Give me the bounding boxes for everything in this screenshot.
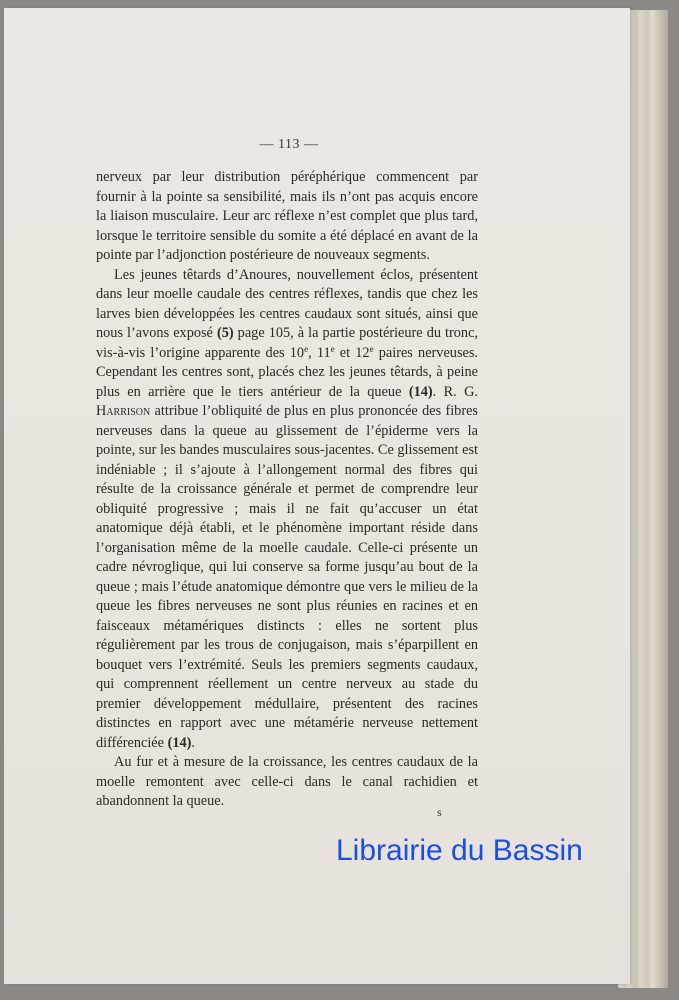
text-segment: attribue l’obliquité de plus en plus prononcée des fibres nerveuses dans la queue au glissement de l’épiderme vers la pointe, sur les bandes musculaires sous-jacentes. Ce glissement est indéniable ; il s’ajoute à l’allongement normal des fibres qui résulte de la croissance générale et permet de comprendre leur obliquité progressive ; mais il ne fait qu’accuser un état anatomique déjà établi, et le phénomène important réside dans l’organisation même de la moelle caudale. Celle-ci présente un cadre névroglique, qui lui conserve sa forme jusqu’au bout de la queue ; mais l’étude anatomique démontre que vers le milieu de la queue les fibres nerveuses ne sont plus réunies en racines et en faisceaux métamériques distincts : elles ne sortent plus régulièrement par les trous de conjugaison, mais s’éparpillent en bouquet vers l’extrémité. Seuls les premiers segments caudaux, qui comprennent réellement un centre nerveux au stade du premier développement médullaire, présentent des racines distinctes en rapport avec une métamérie nerveuse nettement différenciée — [96, 403, 478, 751]
text-segment: Au fur et à mesure de la croissance, les centres caudaux de la moelle remontent avec celle-ci dans le canal rachidien et abandonnent la queue. — [96, 754, 478, 809]
reference-number: (14) — [167, 734, 192, 751]
superscript: e — [369, 343, 374, 354]
paragraph — [96, 168, 478, 266]
text-segment: page 105, à la partie postérieure du tronc, vis-à-vis l’origine apparente des 10 — [96, 325, 478, 361]
text-segment: . — [191, 734, 195, 751]
reference-number: (14) — [408, 383, 433, 400]
paragraph — [96, 266, 478, 754]
text-segment: , 11 — [308, 344, 331, 361]
signature-mark: s — [437, 805, 442, 819]
paragraph — [96, 753, 478, 812]
reference-number: (5) — [216, 325, 234, 341]
text-segment: paires nerveuses. Cependant les centres sont, placés chez les jeunes têtards, à peine plus en arrière que le tiers antérieur de la queue — [96, 344, 478, 400]
text-segment: nerveux par leur distribution péréphérique commencent par fournir à la pointe sa sensibilité, mais ils n’ont pas acquis encore la liaison musculaire. Leur arc réflexe n’est complet que plus tard, lorsque le territoire sensible du somite a été déplacé en avant de la pointe par l’adjonction postérieure de nouveaux segments. — [96, 169, 478, 263]
text-segment: et 12 — [334, 344, 370, 361]
text-segment: Les jeunes têtards d’Anoures, nouvellement éclos, présentent dans leur moelle caudale des centres réflexes, tandis que chez les larves bien développées les centres caudaux sont situés, ainsi que nous l’avons exposé — [96, 266, 478, 341]
body-text — [96, 168, 478, 812]
superscript: e — [304, 343, 309, 354]
author-name: Harrison — [96, 403, 151, 419]
superscript: e — [330, 343, 335, 354]
text-segment: . R. G. — [432, 383, 478, 400]
page-number: — 113 — — [259, 137, 319, 152]
watermark-text: Librairie du Bassin — [336, 834, 583, 867]
